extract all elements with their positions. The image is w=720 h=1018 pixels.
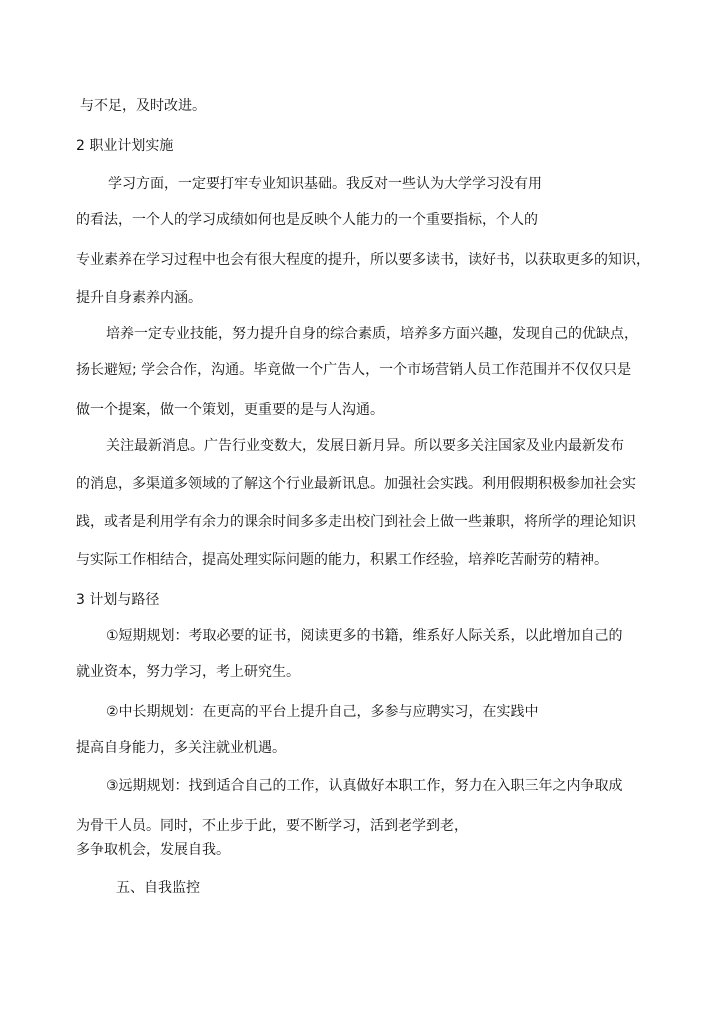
paragraph-line: 学习方面，一定要打牢专业知识基础。我反对一些认为大学学习没有用: [108, 176, 542, 192]
paragraph-line: 与实际工作相结合，提高处理实际问题的能力，积累工作经验，培养吃苦耐劳的精神。: [76, 552, 608, 568]
section-heading-plan-path: 3 计划与路径: [76, 592, 160, 608]
paragraph-line: 培养一定专业技能，努力提升自身的综合素质，培养多方面兴趣，发现自己的优缺点，: [106, 326, 638, 342]
paragraph-line: 就业资本，努力学习，考上研究生。: [76, 664, 300, 680]
paragraph-line: 多争取机会，发展自我。: [76, 842, 230, 858]
paragraph-line: 践，或者是利用学有余力的课余时间多多走出校门到社会上做一些兼职，将所学的理论知识: [76, 514, 636, 530]
section-heading-self-monitoring: 五、自我监控: [116, 880, 200, 896]
paragraph-line: ②中长期规划：在更高的平台上提升自己，多参与应聘实习，在实践中: [106, 704, 539, 720]
paragraph-line: 与不足，及时改进。: [80, 98, 206, 114]
paragraph-line: 的看法，一个人的学习成绩如何也是反映个人能力的一个重要指标，个人的: [76, 212, 538, 228]
paragraph-line: 提高自身能力，多关注就业机遇。: [76, 740, 286, 756]
paragraph-line: ①短期规划：考取必要的证书，阅读更多的书籍，维系好人际关系，以此增加自己的: [106, 628, 623, 644]
paragraph-line: 为骨干人员。同时，不止步于此，要不断学习，活到老学到老，: [76, 818, 468, 834]
paragraph-line: 的消息，多渠道多领域的了解这个行业最新讯息。加强社会实践。利用假期积极参加社会实: [76, 476, 636, 492]
paragraph-line: 提升自身素养内涵。: [76, 290, 202, 306]
section-heading-career-plan: 2 职业计划实施: [76, 138, 174, 154]
paragraph-line: 专业素养在学习过程中也会有很大程度的提升，所以要多读书，读好书，以获取更多的知识，: [76, 252, 650, 268]
paragraph-line: 关注最新消息。广告行业变数大，发展日新月异。所以要多关注国家及业内最新发布: [106, 438, 624, 454]
paragraph-line: ③远期规划：找到适合自己的工作，认真做好本职工作，努力在入职三年之内争取成: [106, 778, 623, 794]
paragraph-line: 做一个提案，做一个策划，更重要的是与人沟通。: [76, 402, 384, 418]
paragraph-line: 扬长避短; 学会合作，沟通。毕竟做一个广告人，一个市场营销人员工作范围并不仅仅只是: [76, 362, 632, 378]
